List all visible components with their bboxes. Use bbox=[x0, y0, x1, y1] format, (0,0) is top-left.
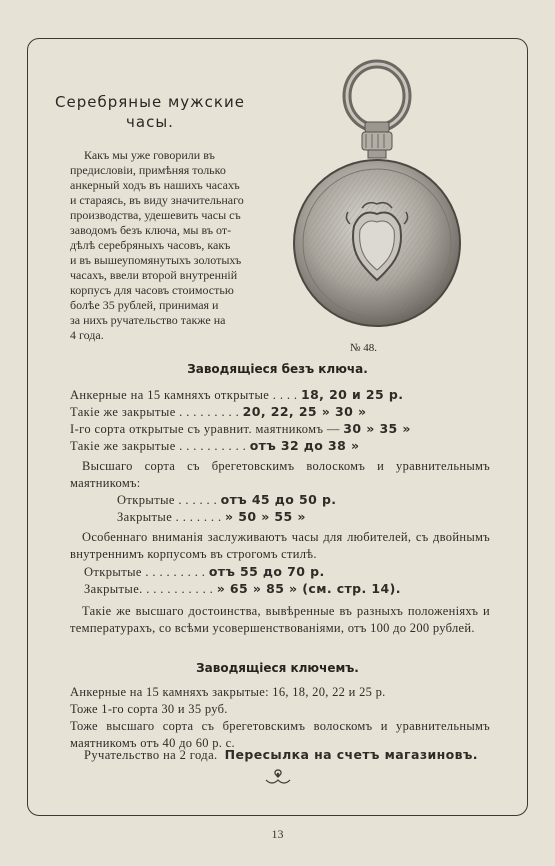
section-keyless-heading: Заводящіеся безъ ключа. bbox=[187, 362, 368, 376]
watch-bow bbox=[347, 64, 407, 128]
intro-paragraph: Какъ мы уже говорили въ предисловіи, примѣняя только анкерный ходъ въ нашихъ часахъ и стараясь, въ виду значительнаго производства, удешевить часы съ заводомъ безъ ключа, мы въ от- дѣлѣ серебряныхъ часовъ, какъ и въ вышеупомянутыхъ золотыхъ часахъ, ввели второй внутренній корпусъ для часовъ стоимостью болѣе 35 рублей, принимая и за нихъ ручательство также на 4 года. bbox=[70, 148, 244, 342]
price-row: І-го сорта открытые съ уравнит. маятникомъ — 30 » 35 » bbox=[70, 421, 411, 436]
price-row: Закрытые. . . . . . . . . . . » 65 » 85 » (см. стр. 14). bbox=[84, 581, 401, 596]
page-number: 13 bbox=[271, 827, 284, 841]
key-wound-line: Тоже высшаго сорта съ брегетовскимъ волоскомъ и уравнительнымъ маятникомъ отъ 40 до 60 р. с. bbox=[70, 719, 490, 750]
key-wound-line: Тоже 1-го сорта 30 и 35 руб. bbox=[70, 702, 228, 716]
price-row: Открытые . . . . . . отъ 45 до 50 р. bbox=[117, 492, 337, 507]
watch-caption: № 48. bbox=[350, 342, 377, 354]
pocket-watch-illustration bbox=[292, 58, 462, 338]
price-row: Анкерные на 15 камняхъ открытые . . . . 18, 20 и 25 р. bbox=[70, 387, 404, 402]
ornament-icon bbox=[262, 768, 294, 786]
price-row: Открытые . . . . . . . . . отъ 55 до 70 р. bbox=[84, 564, 325, 579]
price-row: Закрытые . . . . . . . » 50 » 55 » bbox=[117, 509, 306, 524]
watch-crown bbox=[362, 122, 392, 158]
price-row: Такіе же закрытые . . . . . . . . . 20, 22, 25 » 30 » bbox=[70, 404, 367, 419]
guarantee-line: Ручательство на 2 года. Пересылка на счетъ магазиновъ. bbox=[84, 747, 478, 762]
section-key-wound-heading: Заводящіеся ключемъ. bbox=[196, 661, 359, 675]
lovers-paragraph: Особеннаго вниманія заслуживаютъ часы для любителей, съ двойнымъ внутреннимъ корпусомъ въ строгомъ стилѣ. bbox=[70, 530, 490, 561]
breguet-paragraph: Высшаго сорта съ брегетовскимъ волоскомъ и уравнительнымъ маятникомъ: bbox=[70, 459, 490, 490]
highest-grade-paragraph: Такіе же высшаго достоинства, вывѣренные въ разныхъ положеніяхъ и температурахъ, со всѣми усовершенствованіями, отъ 100 до 200 рублей. bbox=[70, 604, 490, 635]
page-title: Серебряные мужские часы. bbox=[55, 93, 245, 131]
key-wound-line: Анкерные на 15 камняхъ закрытые: 16, 18, 20, 22 и 25 р. bbox=[70, 685, 386, 699]
price-row: Такіе же закрытые . . . . . . . . . . отъ 32 до 38 » bbox=[70, 438, 360, 453]
